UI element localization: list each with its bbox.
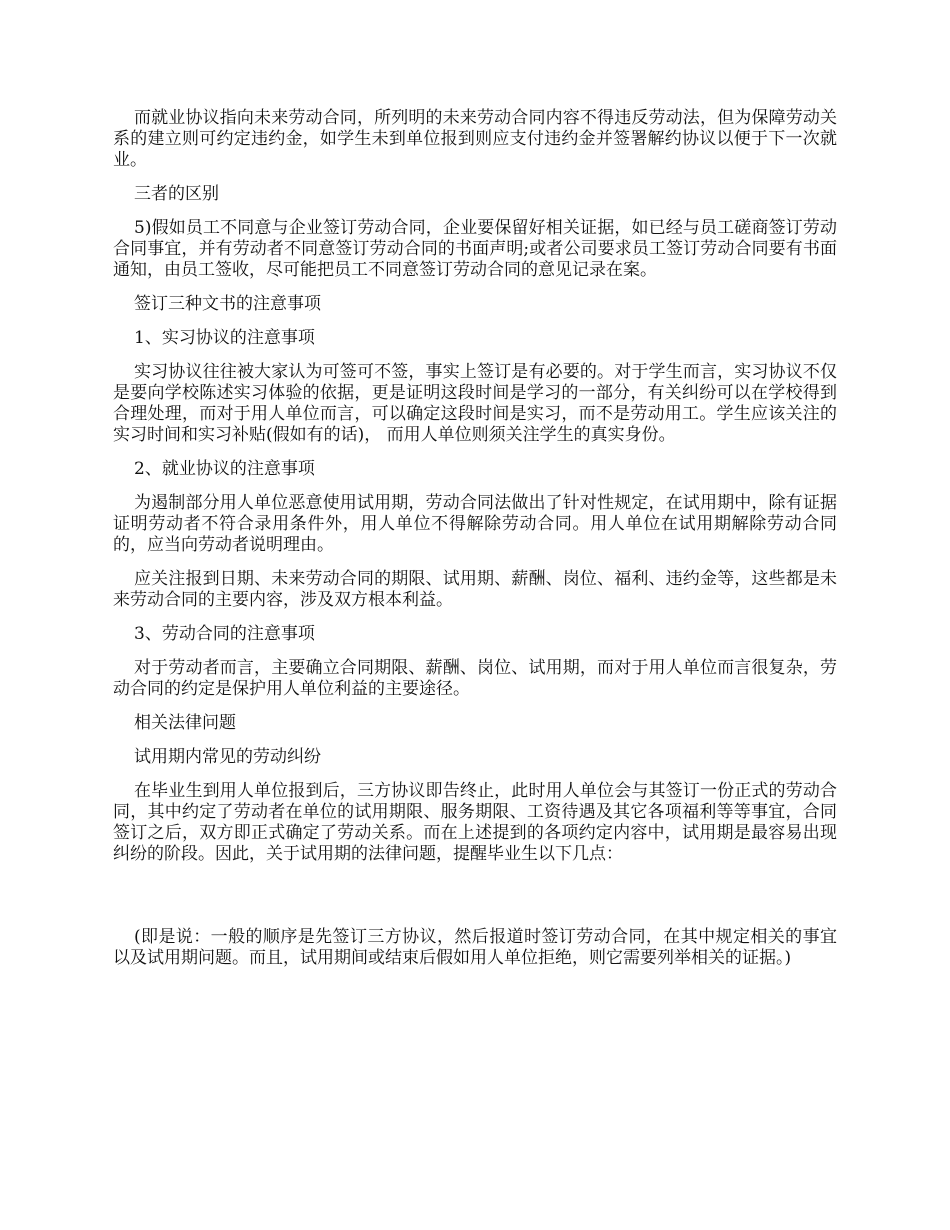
heading-labor-contract: 3、劳动合同的注意事项 <box>134 624 315 644</box>
heading-employment-agreement: 2、就业协议的注意事项 <box>134 459 315 479</box>
heading-probation-disputes: 试用期内常见的劳动纠纷 <box>134 747 321 767</box>
paragraph-probation-rules: 为遏制部分用人单位恶意使用试用期，劳动合同法做出了针对性规定，在试用期中，除有证据证明劳动者不符合录用条件外，用人单位不得解除劳动合同。用人单位在试用期解除劳动合同的，应当向劳动者说明理由。 <box>113 493 837 555</box>
heading-differences: 三者的区别 <box>134 184 219 204</box>
paragraph-employment-agreement: 而就业协议指向未来劳动合同，所列明的未来劳动合同内容不得违反劳动法，但为保障劳动关系的建立则可约定违约金，如学生未到单位报到则应支付违约金并签署解约协议以便于下一次就业。 <box>113 108 837 170</box>
document-body <box>113 108 837 982</box>
paragraph-employee-refusal: 5)假如员工不同意与企业签订劳动合同，企业要保留好相关证据，如已经与员工磋商签订劳动合同事宜，并有劳动者不同意签订劳动合同的书面声明;或者公司要求员工签订劳动合同要有书面通知，由员工签收，尽可能把员工不同意签订劳动合同的意见记录在案。 <box>113 218 837 280</box>
paragraph-key-items: 应关注报到日期、未来劳动合同的期限、试用期、薪酬、岗位、福利、违约金等，这些都是未来劳动合同的主要内容，涉及双方根本利益。 <box>113 569 837 610</box>
paragraph-labor-contract: 对于劳动者而言，主要确立合同期限、薪酬、岗位、试用期，而对于用人单位而言很复杂，劳动合同的约定是保护用人单位利益的主要途径。 <box>113 658 837 699</box>
paragraph-probation-disputes: 在毕业生到用人单位报到后，三方协议即告终止，此时用人单位会与其签订一份正式的劳动合同，其中约定了劳动者在单位的试用期限、服务期限、工资待遇及其它各项福利等等事宜，合同签订之后，双方即正式确定了劳动关系。而在上述提到的各项约定内容中，试用期是最容易出现纠纷的阶段。因此，关于试用期的法律问题，提醒毕业生以下几点： <box>113 781 837 864</box>
paragraph-note: (即是说：一般的顺序是先签订三方协议，然后报道时签订劳动合同，在其中规定相关的事宜以及试用期问题。而且，试用期间或结束后假如用人单位拒绝，则它需要列举相关的证据。) <box>113 927 837 968</box>
heading-legal-issues: 相关法律问题 <box>134 713 236 733</box>
heading-internship-agreement: 1、实习协议的注意事项 <box>134 328 315 348</box>
paragraph-internship-agreement: 实习协议往往被大家认为可签可不签，事实上签订是有必要的。对于学生而言，实习协议不仅是要向学校陈述实习体验的依据，更是证明这段时间是学习的一部分，有关纠纷可以在学校得到合理处理，而对于用人单位而言，可以确定这段时间是实习，而不是劳动用工。学生应该关注的实习时间和实习补贴(假如有的话)， 而用人单位则须关注学生的真实身份。 <box>113 362 837 445</box>
heading-signing-notes: 签订三种文书的注意事项 <box>134 294 321 314</box>
